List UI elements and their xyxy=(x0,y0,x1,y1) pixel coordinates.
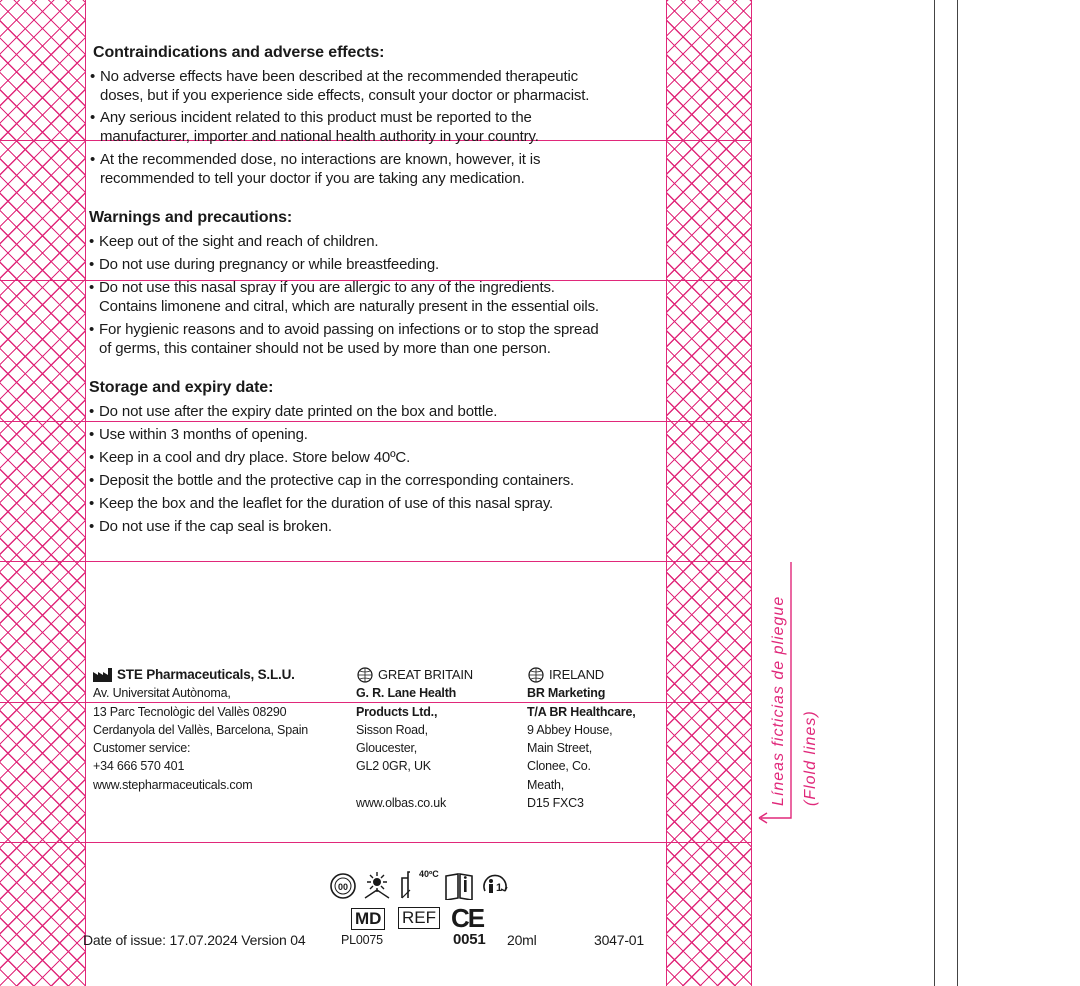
fold-lines-label-en: (Flold lines) xyxy=(802,710,819,806)
fold-lines-label-es: Líneas ficticias de pliegue xyxy=(770,595,787,806)
address-line: Clonee, Co. xyxy=(527,759,591,774)
list-item: • Do not use if the cap seal is broken. xyxy=(89,517,332,536)
product-reference: PL0075 xyxy=(341,933,383,947)
address-line: Sisson Road, xyxy=(356,722,428,737)
phone-number: +34 666 570 401 xyxy=(93,759,185,774)
list-item: • Keep out of the sight and reach of children. xyxy=(89,232,378,251)
list-item: • For hygienic reasons and to avoid passing on infections or to stop the spread of germs, this container should not be used by more than one person. xyxy=(89,320,599,358)
list-item: • At the recommended dose, no interactions are known, however, it is recommended to tell your doctor if you are taking any medication. xyxy=(90,150,540,188)
svg-text:1: 1 xyxy=(495,882,503,894)
date-of-issue: Date of issue: 17.07.2024 Version 04 xyxy=(83,932,306,948)
distributor-globe-icon xyxy=(356,667,374,683)
hatch-margin-left xyxy=(0,0,86,986)
country-label: GREAT BRITAIN xyxy=(378,667,473,682)
country-label: IRELAND xyxy=(549,667,604,682)
md-badge: MD xyxy=(351,908,385,930)
notified-body-number: 0051 xyxy=(453,931,486,948)
section-title-warnings: Warnings and precautions: xyxy=(89,209,293,226)
list-item: • Keep the box and the leaflet for the duration of use of this nasal spray. xyxy=(89,494,553,513)
address-line: D15 FXC3 xyxy=(527,796,584,811)
company-name: Products Ltd., xyxy=(356,704,438,719)
address-line: 13 Parc Tecnològic del Vallès 08290 xyxy=(93,704,287,719)
manufacturer-address xyxy=(93,666,343,794)
factory-icon xyxy=(93,668,113,682)
page-edge-line xyxy=(957,0,958,986)
address-line: Customer service: xyxy=(93,741,191,756)
list-item: • Do not use during pregnancy or while breastfeeding. xyxy=(89,255,439,274)
list-item: • Use within 3 months of opening. xyxy=(89,425,308,444)
distributor-globe-icon xyxy=(527,667,545,683)
consult-instructions-icon xyxy=(444,872,474,900)
website: www.olbas.co.uk xyxy=(356,795,447,810)
temperature-limit-label: 40ºC xyxy=(419,869,439,879)
svg-text:00: 00 xyxy=(337,882,349,892)
address-line: Gloucester, xyxy=(356,741,418,756)
company-name: G. R. Lane Health xyxy=(356,686,457,701)
manufacturer-name: STE Pharmaceuticals, S.L.U. xyxy=(117,667,295,682)
section-title-storage: Storage and expiry date: xyxy=(89,379,274,396)
list-item: • Any serious incident related to this product must be reported to the manufacturer, importer and national health authority in your country. xyxy=(90,108,539,146)
gb-distributor-address xyxy=(356,666,516,812)
address-line: Av. Universitat Autònoma, xyxy=(93,686,231,701)
list-item: • Keep in a cool and dry place. Store below 40ºC. xyxy=(89,448,410,467)
list-item: • No adverse effects have been described at the recommended therapeutic doses, but if you experience side effects, consult your doctor or pharmacist. xyxy=(90,67,589,105)
company-name: T/A BR Healthcare, xyxy=(527,704,636,719)
leaflet-code: 3047-01 xyxy=(594,932,644,948)
section-title-contraindications: Contraindications and adverse effects: xyxy=(93,44,385,61)
ref-badge: REF xyxy=(398,907,440,929)
page-edge-line xyxy=(934,0,935,986)
ce-mark: CE xyxy=(451,903,484,933)
company-name: BR Marketing xyxy=(527,686,606,701)
address-line: Main Street, xyxy=(527,741,592,756)
website: www.stepharmaceuticals.com xyxy=(93,777,253,792)
leaflet-content xyxy=(85,0,666,986)
list-item: • Do not use after the expiry date printed on the box and bottle. xyxy=(89,402,497,421)
ie-distributor-address xyxy=(527,666,667,812)
no-reuse-icon xyxy=(329,872,357,900)
list-item: • Do not use this nasal spray if you are allergic to any of the ingredients. Contains limonene and citral, which are naturally present in the essential oils. xyxy=(89,278,599,316)
volume: 20ml xyxy=(507,932,537,948)
address-line: GL2 0GR, UK xyxy=(356,759,431,774)
address-line: Meath, xyxy=(527,777,565,792)
hatch-margin-right xyxy=(666,0,752,986)
address-line: Cerdanyola del Vallès, Barcelona, Spain xyxy=(93,722,309,737)
single-patient-use-icon xyxy=(480,871,510,901)
list-item: • Deposit the bottle and the protective cap in the corresponding containers. xyxy=(89,471,574,490)
keep-away-from-sunlight-icon xyxy=(362,870,392,900)
address-line: 9 Abbey House, xyxy=(527,722,613,737)
